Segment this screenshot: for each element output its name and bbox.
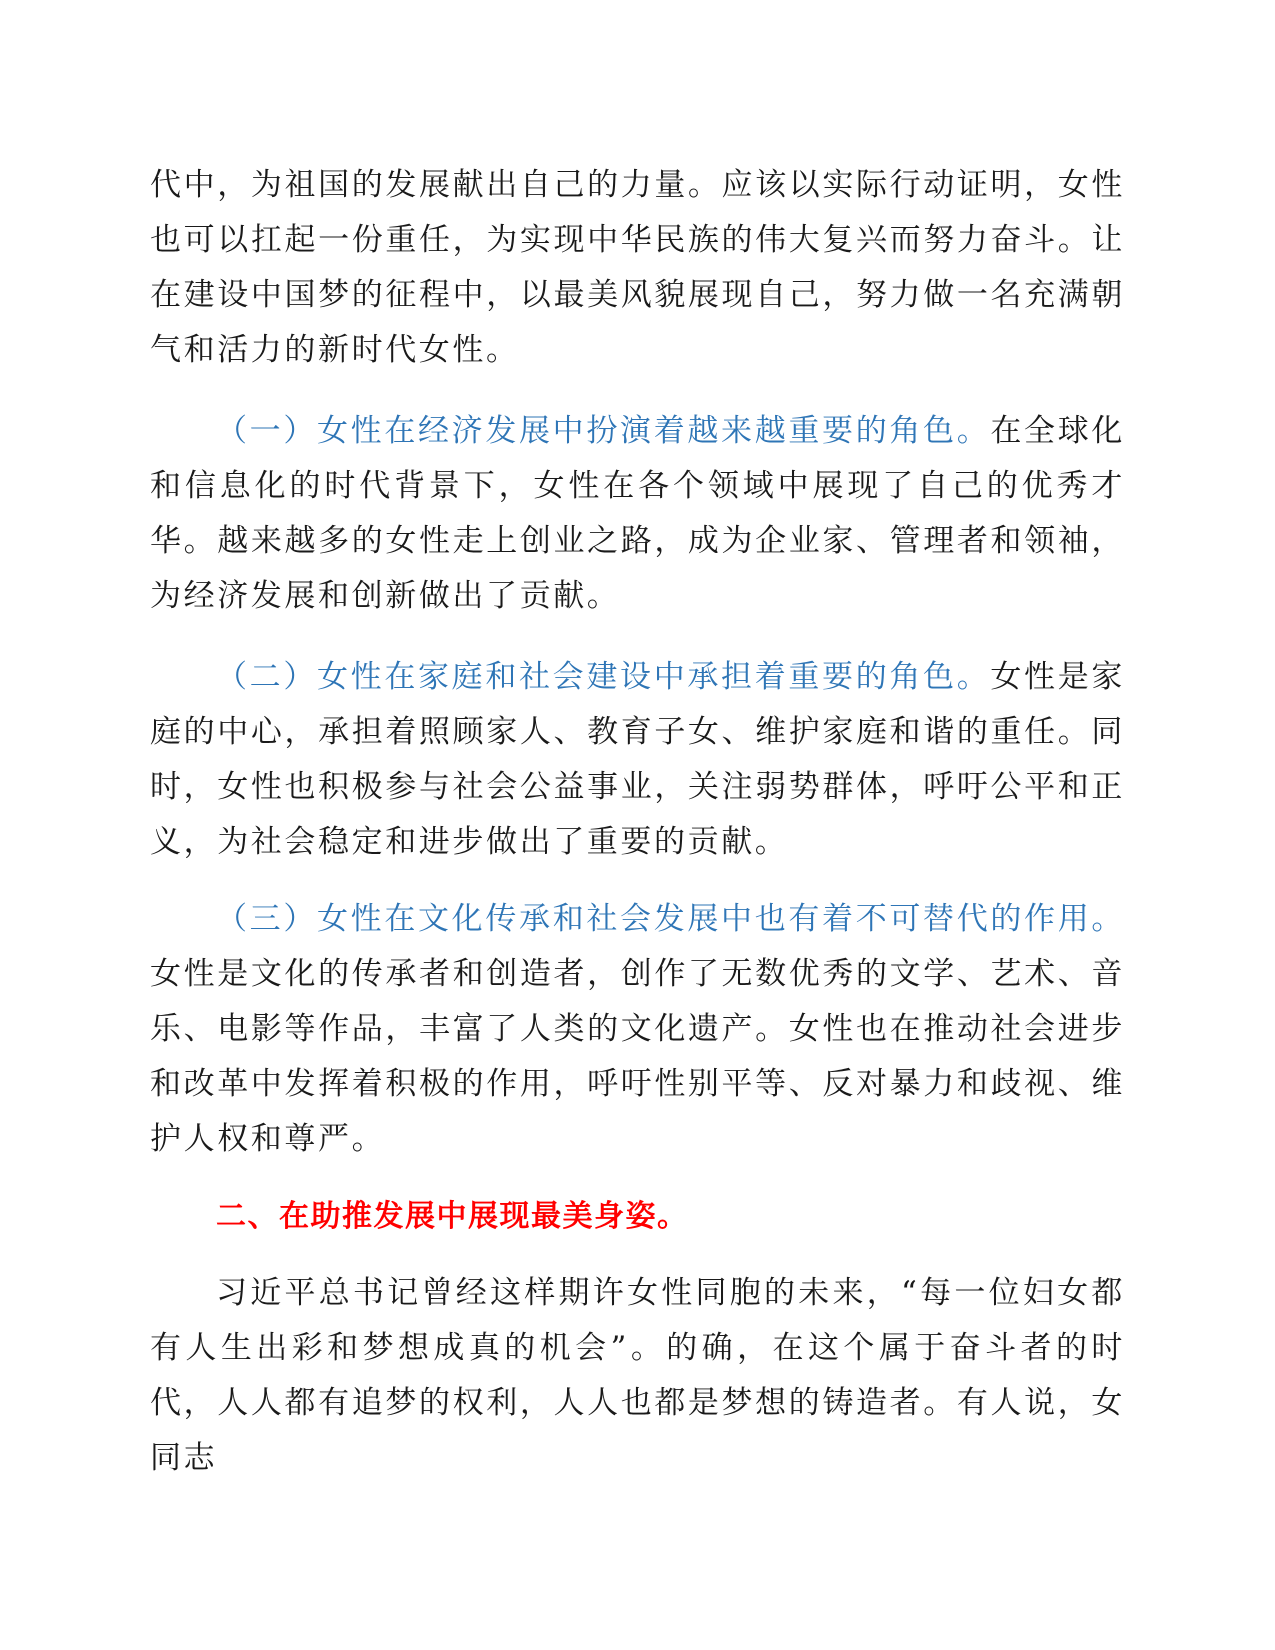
- paragraph-culture-body: 女性是文化的传承者和创造者，创作了无数优秀的文学、艺术、音乐、电影等作品，丰富了人类的文化遗产。女性也在推动社会进步和改革中发挥着积极的作用，呼吁性别平等、反对暴力和歧视、维护人权和尊严。: [150, 956, 1125, 1157]
- paragraph-economy: [150, 404, 1125, 624]
- section-heading: 二、在助推发展中展现最美身姿。: [216, 1199, 689, 1234]
- paragraph-family-body: 女性是家庭的中心，承担着照顾家人、教育子女、维护家庭和谐的重任。同时，女性也积极参与社会公益事业，关注弱势群体，呼吁公平和正义，为社会稳定和进步做出了重要的贡献。: [150, 659, 1125, 860]
- document-page: [150, 158, 1125, 1486]
- paragraph-culture: [150, 892, 1125, 1167]
- paragraph-economy-body: 在全球化和信息化的时代背景下，女性在各个领域中展现了自己的优秀才华。越来越多的女性走上创业之路，成为企业家、管理者和领袖，为经济发展和创新做出了贡献。: [150, 413, 1125, 614]
- paragraph-economy-lead: （一）女性在经济发展中扮演着越来越重要的角色。: [216, 413, 991, 449]
- paragraph-family: [150, 650, 1125, 870]
- paragraph-intro: 代中，为祖国的发展献出自己的力量。应该以实际行动证明，女性也可以扛起一份重任，为实现中华民族的伟大复兴而努力奋斗。让在建设中国梦的征程中，以最美风貌展现自己，努力做一名充满朝气和活力的新时代女性。: [150, 167, 1125, 368]
- paragraph-culture-lead: （三）女性在文化传承和社会发展中也有着不可替代的作用。: [216, 901, 1125, 937]
- paragraph-family-lead: （二）女性在家庭和社会建设中承担着重要的角色。: [216, 659, 991, 695]
- paragraph-quote: 习近平总书记曾经这样期许女性同胞的未来，“每一位妇女都有人生出彩和梦想成真的机会”。的确，在这个属于奋斗者的时代，人人都有追梦的权利，人人也都是梦想的铸造者。有人说，女同志: [150, 1275, 1125, 1476]
